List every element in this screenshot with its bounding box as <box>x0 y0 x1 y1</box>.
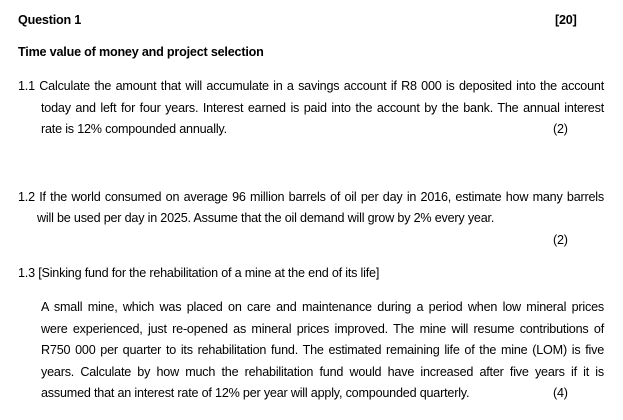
q1-1-line-2: today and left for four years. Interest earned is paid into the account by the bank. The annual interest <box>41 101 604 115</box>
total-marks: [20] <box>555 13 577 27</box>
q1-2-line-1: 1.2 If the world consumed on average 96 million barrels of oil per day in 2016, estimate how many barrels <box>18 190 604 204</box>
q1-3-line-5: assumed that an interest rate of 12% per year will apply, compounded quarterly. <box>41 386 470 400</box>
q1-3-line-3: R750 000 per quarter to its rehabilitation fund. The estimated remaining life of the mine (LOM) is five <box>41 343 604 357</box>
q1-3-heading: 1.3 [Sinking fund for the rehabilitation of a mine at the end of its life] <box>18 266 380 280</box>
q1-2-marks: (2) <box>553 233 568 247</box>
q1-3-line-4: years. Calculate by how much the rehabilitation fund would have increased after five years if it is <box>41 365 604 379</box>
q1-1-line-1: 1.1 Calculate the amount that will accumulate in a savings account if R8 000 is deposited into the account <box>18 79 604 93</box>
q1-3-marks: (4) <box>553 386 568 400</box>
question-subtitle: Time value of money and project selection <box>18 45 264 59</box>
q1-3-line-2: were experienced, just re-opened as mineral prices improved. The mine will resume contributions of <box>41 322 604 336</box>
q1-1-line-3: rate is 12% compounded annually. <box>41 122 227 136</box>
q1-1-marks: (2) <box>553 122 568 136</box>
question-title: Question 1 <box>18 13 82 27</box>
q1-2-line-2: will be used per day in 2025. Assume that the oil demand will grow by 2% every year. <box>37 211 495 225</box>
q1-3-line-1: A small mine, which was placed on care and maintenance during a period when low mineral prices <box>41 300 604 314</box>
